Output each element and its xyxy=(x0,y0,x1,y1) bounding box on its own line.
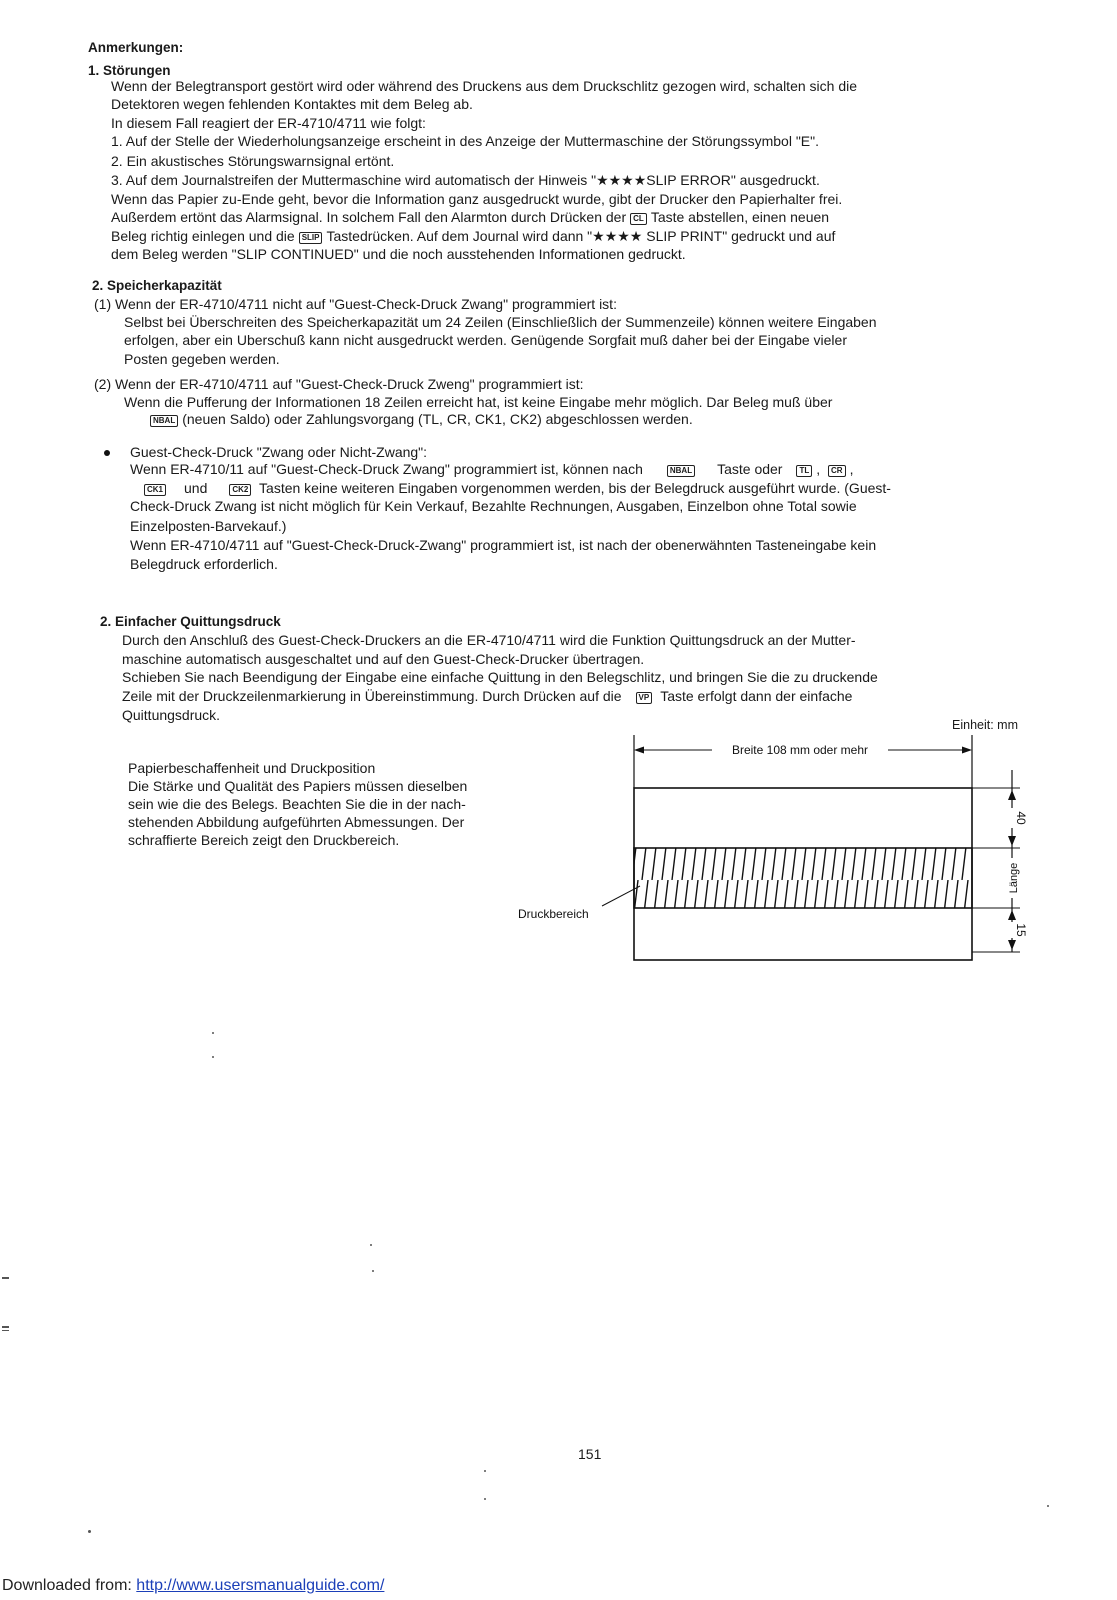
print-area-band xyxy=(634,848,972,908)
scan-speck xyxy=(484,1498,486,1500)
paragraph-line: Wenn der Belegtransport gestört wird oder während des Druckens aus dem Druckschlitz gezogen wird, schalten sich die xyxy=(111,78,857,94)
list-item: 2. Ein akustisches Störungswarnsignal ertönt. xyxy=(111,153,395,169)
ck2-key-icon: CK2 xyxy=(229,484,251,496)
dim-top-label: 40 xyxy=(1014,811,1028,825)
paragraph-line: Einzelposten-Barvekauf.) xyxy=(130,518,287,534)
arrowhead-icon xyxy=(962,747,972,754)
print-area-label: Druckbereich xyxy=(518,907,589,921)
scan-speck xyxy=(212,1056,214,1058)
ck1-key-icon: CK1 xyxy=(144,484,166,496)
paragraph-line: Posten gegeben werden. xyxy=(124,351,280,367)
scan-speck xyxy=(88,1530,91,1533)
print-area-diagram xyxy=(500,730,1040,970)
text-segment: und xyxy=(184,480,208,496)
paragraph-line: Die Stärke und Qualität des Papiers müssen dieselben xyxy=(128,778,468,794)
arrowhead-icon xyxy=(1008,790,1016,800)
bullet-icon xyxy=(104,450,110,456)
section-heading-stoerungen: 1. Störungen xyxy=(88,63,171,78)
paragraph-line: schraffierte Bereich zeigt den Druckbereich. xyxy=(128,832,400,848)
list-item: 1. Auf der Stelle der Wiederholungsanzeige erscheint in des Anzeige der Muttermaschine der Störungssymbol "E". xyxy=(111,133,819,149)
download-footer xyxy=(2,1578,384,1595)
paragraph-line: maschine automatisch ausgeschaltet und auf den Guest-Check-Drucker übertragen. xyxy=(122,651,645,667)
section-heading-quittungsdruck: 2. Einfacher Quittungsdruck xyxy=(100,614,281,629)
scan-speck xyxy=(370,1244,372,1246)
text-segment: Außerdem ertönt das Alarmsignal. In solchem Fall den Alarmton durch Drücken der xyxy=(111,209,627,225)
arrowhead-icon xyxy=(1008,910,1016,920)
list-item: (1) Wenn der ER-4710/4711 nicht auf "Guest-Check-Druck Zwang" programmiert ist: xyxy=(94,296,617,312)
text-segment: Taste erfolgt dann der einfache xyxy=(660,688,853,704)
paragraph-line: erfolgen, aber ein Uberschuß kann nicht ausgedruckt werden. Genügende Sorgfait muß daher bei der Eingabe vieler xyxy=(124,332,847,348)
page-number: 151 xyxy=(578,1446,602,1462)
paragraph-line: stehenden Abbildung aufgeführten Abmessungen. Der xyxy=(128,814,465,830)
paragraph-line: Belegdruck erforderlich. xyxy=(130,556,278,572)
dim-bottom-label: 15 xyxy=(1014,923,1028,937)
text-segment: Zeile mit der Druckzeilenmarkierung in Übereinstimmung. Durch Drücken auf die xyxy=(122,688,622,704)
text-segment: Tastedrücken. Auf dem Journal wird dann "★★★★ SLIP PRINT" gedruckt und auf xyxy=(326,228,836,244)
paragraph-line: Wenn ER-4710/11 auf "Guest-Check-Druck Zwang" programmiert ist, können nach NBAL Taste oder TL , CR , xyxy=(130,461,854,477)
cr-key-icon: CR xyxy=(828,465,846,477)
paragraph-line: Selbst bei Überschreiten des Speicherkapazität um 24 Zeilen (Einschließlich der Summenzeile) können weitere Eingaben xyxy=(124,314,877,330)
paragraph-line: Quittungsdruck. xyxy=(122,707,221,723)
tl-key-icon: TL xyxy=(796,465,812,477)
arrowhead-icon xyxy=(634,747,644,754)
paragraph-line: Durch den Anschluß des Guest-Check-Druckers an die ER-4710/4711 wird die Funktion Quittungsdruck an der Mutter- xyxy=(122,632,856,648)
list-item: (2) Wenn der ER-4710/4711 auf "Guest-Check-Druck Zweng" programmiert ist: xyxy=(94,376,584,392)
paragraph-line: Wenn ER-4710/4711 auf "Guest-Check-Druck-Zwang" programmiert ist, ist nach der obenerwähnten Tasteneingabe kein xyxy=(130,537,877,553)
scan-speck xyxy=(372,1270,374,1272)
nbal-key-icon: NBAL xyxy=(667,465,695,477)
vp-key-icon: VP xyxy=(636,692,653,704)
paragraph-line: Schieben Sie nach Beendigung der Eingabe eine einfache Quittung in den Belegschlitz, und bringen Sie die zu druckende xyxy=(122,669,878,685)
scan-speck xyxy=(2,1326,9,1328)
paragraph-line xyxy=(122,688,852,705)
paragraph-line xyxy=(111,228,835,245)
section-heading-speicherkapazitaet: 2. Speicherkapazität xyxy=(92,278,222,293)
scan-speck xyxy=(212,1032,214,1034)
scan-speck xyxy=(1047,1505,1049,1507)
paragraph-line: sein wie die des Belegs. Beachten Sie die in der nach- xyxy=(128,796,466,812)
paragraph-line: dem Beleg werden "SLIP CONTINUED" und die noch ausstehenden Informationen gedruckt. xyxy=(111,246,686,262)
paragraph-line: Wenn die Pufferung der Informationen 18 Zeilen erreicht hat, ist keine Eingabe mehr möglich. Dar Beleg muß über xyxy=(124,394,833,410)
list-item: 3. Auf dem Journalstreifen der Muttermaschine wird automatisch der Hinweis "★★★★SLIP ERROR" ausgedruckt. xyxy=(111,172,820,188)
text-segment: Beleg richtig einlegen und die xyxy=(111,228,295,244)
footer-prefix: Downloaded from: xyxy=(2,1577,132,1594)
unit-label: Einheit: mm xyxy=(952,718,1018,732)
nbal-key-icon: NBAL xyxy=(150,415,178,427)
arrowhead-icon xyxy=(1008,940,1016,950)
slip-key-icon: SLIP xyxy=(299,232,323,244)
paragraph-line: Wenn das Papier zu-Ende geht, bevor die Information ganz ausgedruckt wurde, gibt der Drucker den Papierhalter frei. xyxy=(111,191,843,207)
paragraph-line xyxy=(111,209,829,226)
text-segment: Tasten keine weiteren Eingaben vorgenommen werden, bis der Belegdruck ausgeführt wurde. (Guest- xyxy=(259,480,891,496)
paragraph-line: Check-Druck Zwang ist nicht möglich für Kein Verkauf, Bezahlte Rechnungen, Ausgaben, Einzelbon ohne Total sowie xyxy=(130,498,857,514)
paragraph-line xyxy=(144,480,891,497)
scan-speck xyxy=(484,1470,486,1472)
paragraph-line: Guest-Check-Druck "Zwang oder Nicht-Zwang": xyxy=(130,444,428,460)
arrowhead-icon xyxy=(1008,836,1016,846)
width-label: Breite 108 mm oder mehr xyxy=(731,743,869,757)
paragraph-line: In diesem Fall reagiert der ER-4710/4711 wie folgt: xyxy=(111,115,426,131)
cl-key-icon: CL xyxy=(630,213,647,225)
paper-heading: Papierbeschaffenheit und Druckposition xyxy=(128,760,376,776)
scan-speck xyxy=(2,1277,9,1279)
paragraph-line xyxy=(146,411,693,428)
text-segment: Wenn ER-4710/11 auf "Guest-Check-Druck Zwang" programmiert ist, können nach xyxy=(130,461,643,477)
text-segment: Taste oder xyxy=(717,461,783,477)
text-segment: (neuen Saldo) oder Zahlungsvorgang (TL, CR, CK1, CK2) abgeschlossen werden. xyxy=(182,411,693,427)
paragraph-line: Detektoren wegen fehlenden Kontaktes mit dem Beleg ab. xyxy=(111,96,473,112)
length-label: Länge xyxy=(1008,862,1020,894)
notes-heading: Anmerkungen: xyxy=(88,40,184,55)
footer-link[interactable]: http://www.usersmanualguide.com/ xyxy=(136,1577,385,1594)
scan-speck xyxy=(2,1330,9,1331)
text-segment: Taste abstellen, einen neuen xyxy=(650,209,830,225)
